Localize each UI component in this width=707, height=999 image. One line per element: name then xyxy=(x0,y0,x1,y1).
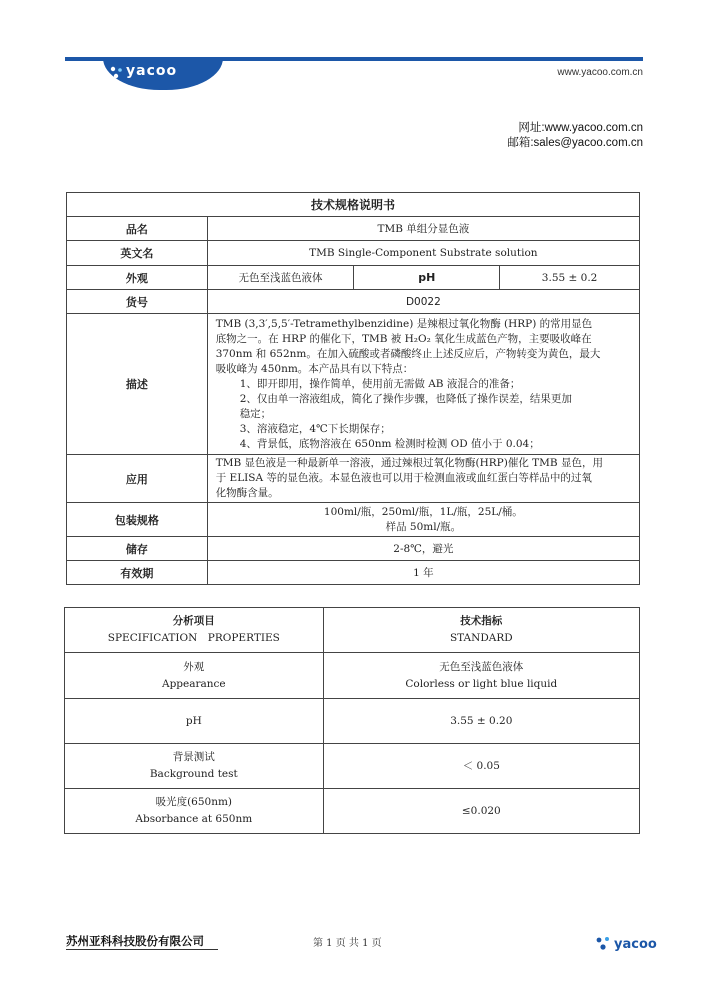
feature-item: 3、溶液稳定，4℃下长期保存； xyxy=(239,422,391,435)
spec-table xyxy=(66,192,640,585)
header-cn: 分析项目 xyxy=(172,615,215,627)
application-label: 应用 xyxy=(67,455,208,503)
footer-underline xyxy=(66,949,218,950)
code-value: D0022 xyxy=(207,290,639,314)
item-cn: 外观 xyxy=(183,660,205,673)
ph-label: pH xyxy=(354,266,500,290)
name-value: TMB 单组分显色液 xyxy=(207,217,639,241)
spec-title: 技术规格说明书 xyxy=(67,193,640,217)
feature-item-cont: 稳定； xyxy=(239,407,272,420)
footer-logo-text: yacoo xyxy=(614,936,657,952)
table-row xyxy=(65,699,640,744)
logo-dots-icon xyxy=(110,66,124,80)
shelf-life-value: 1 年 xyxy=(207,561,639,585)
storage-value: 2-8℃，避光 xyxy=(207,537,639,561)
header-site-url: www.yacoo.com.cn xyxy=(557,67,643,78)
package-line: 样品 50ml/瓶。 xyxy=(385,520,462,533)
item-en: Background test xyxy=(149,768,238,780)
en-name-value: TMB Single-Component Substrate solution xyxy=(207,241,639,266)
email-line: 邮箱:sales@yacoo.com.cn xyxy=(507,137,643,149)
page-number: 第 1 页 共 1 页 xyxy=(313,938,382,949)
desc-line: 吸收峰为 450nm。本产品具有以下特点： xyxy=(215,362,414,375)
standard-cell: 3.55 ± 0.20 xyxy=(323,699,639,744)
desc-line: TMB (3,3′,5,5′-Tetramethylbenzidine) 是辣根过氧化物酶 (HRP) 的常用显色 xyxy=(215,317,593,330)
standard-cell: ＜ 0.05 xyxy=(323,744,639,789)
package-label: 包装规格 xyxy=(67,503,208,537)
feature-item: 1、即开即用，操作简单，使用前无需做 AB 液混合的准备； xyxy=(239,377,521,390)
item-cn: 背景测试 xyxy=(172,751,215,763)
item-en: Appearance xyxy=(161,677,226,690)
item-cell xyxy=(65,653,324,699)
appearance-value: 无色至浅蓝色液体 xyxy=(207,266,354,290)
item-cell xyxy=(65,789,324,834)
table-row xyxy=(65,653,640,699)
app-line: 化物酶含量。 xyxy=(215,487,279,499)
item-cell: pH xyxy=(65,699,324,744)
brand-logo-text: yacoo xyxy=(126,63,178,79)
application-cell xyxy=(207,455,639,503)
contact-info xyxy=(507,121,643,151)
header-en: SPECIFICATION PROPERTIES xyxy=(107,632,280,644)
feature-item: 2、仅由单一溶液组成，简化了操作步骤，也降低了操作误差，结果更加 xyxy=(239,392,572,405)
storage-label: 储存 xyxy=(67,537,208,561)
description-label: 描述 xyxy=(67,314,208,455)
standard-en: Colorless or light blue liquid xyxy=(405,677,558,690)
table-row xyxy=(65,744,640,789)
standard-cn: 无色至浅蓝色液体 xyxy=(439,660,524,673)
package-line: 100ml/瓶，250ml/瓶，1L/瓶，25L/桶。 xyxy=(323,505,523,518)
standard-cell xyxy=(323,653,639,699)
item-cell xyxy=(65,744,324,789)
feature-list xyxy=(216,377,635,452)
footer-logo xyxy=(596,936,657,952)
shelf-life-label: 有效期 xyxy=(67,561,208,585)
analysis-table xyxy=(64,607,640,834)
table-row xyxy=(65,789,640,834)
description-cell xyxy=(207,314,639,455)
item-en: Absorbance at 650nm xyxy=(135,813,253,825)
desc-line: 底物之一。在 HRP 的催化下，TMB 被 H₂O₂ 氧化生成蓝色产物，主要吸收峰在 xyxy=(215,332,592,345)
header-en: STANDARD xyxy=(449,632,513,644)
standard-cell: ≤0.020 xyxy=(323,789,639,834)
ph-value: 3.55 ± 0.2 xyxy=(500,266,640,290)
analysis-header-standard xyxy=(323,608,639,653)
code-label: 货号 xyxy=(67,290,208,314)
footer-logo-dots-icon xyxy=(596,936,612,952)
website-line: 网址:www.yacoo.com.cn xyxy=(518,122,643,134)
package-cell xyxy=(207,503,639,537)
en-name-label: 英文名 xyxy=(67,241,208,266)
name-label: 品名 xyxy=(67,217,208,241)
desc-line: 370nm 和 652nm。在加入硫酸或者磷酸终止上述反应后，产物转变为黄色，最大 xyxy=(215,347,601,360)
feature-item: 4、背景低，底物溶液在 650nm 检测时检测 OD 值小于 0.04； xyxy=(239,437,540,450)
header-cn: 技术指标 xyxy=(460,615,503,627)
analysis-header-item xyxy=(65,608,324,653)
item-cn: 吸光度(650nm) xyxy=(155,796,233,808)
company-name: 苏州亚科科技股份有限公司 xyxy=(66,934,204,948)
app-line: TMB 显色液是一种最新单一溶液，通过辣根过氧化物酶(HRP)催化 TMB 显色，用 xyxy=(215,457,603,469)
appearance-label: 外观 xyxy=(67,266,208,290)
app-line: 于 ELISA 等的显色液。本显色液也可以用于检测血液或血红蛋白等样品中的过氧 xyxy=(215,472,592,484)
